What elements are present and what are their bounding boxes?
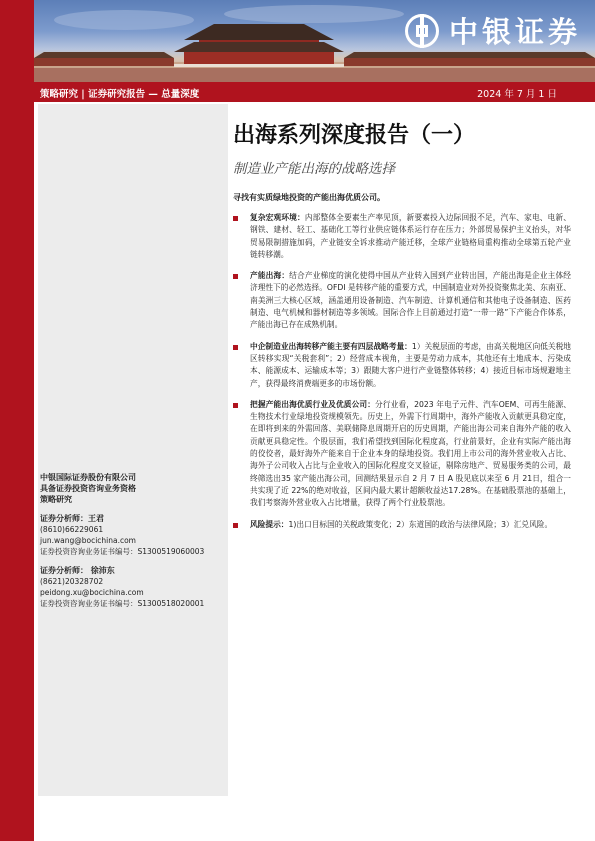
main-content <box>233 104 571 531</box>
analyst-2-title: 证券分析师： 徐沛东 <box>40 566 115 575</box>
lead-sentence: 寻找有实质绿地投资的产能出海优质公司。 <box>233 193 385 202</box>
bullet-risk-warning <box>233 519 571 531</box>
analyst-2-email[interactable]: peidong.xu@bocichina.com <box>40 588 144 597</box>
analyst-2-phone: (8621)20328702 <box>40 577 104 586</box>
report-subtitle: 制造业产能出海的战略选择 <box>233 161 395 177</box>
bank-logo <box>405 10 581 51</box>
report-info-bar <box>34 82 595 102</box>
bank-emblem-icon <box>405 14 439 48</box>
bullet-key: 风险提示： <box>250 519 289 529</box>
analyst-2-cert: 证券投资咨询业务证书编号：S1300518020001 <box>40 599 205 608</box>
report-tags: 策略研究 | 证券研究报告 — 总量深度 <box>40 89 200 100</box>
report-title: 出海系列深度报告（一） <box>233 122 476 148</box>
left-red-strip <box>0 0 34 841</box>
brand-name: 中银证券 <box>448 15 581 49</box>
company-qualification: 具备证券投资咨询业务资格 <box>40 484 136 493</box>
analyst-1-title: 证券分析师：王君 <box>40 514 104 523</box>
bullet-quality-companies <box>233 399 571 510</box>
report-date: 2024 年 7 月 1 日 <box>477 89 557 100</box>
bullet-text: 分行业看，2023 年电子元件、汽车OEM、可再生能源、生物技术行业绿地投资规模领先。历史上，外需下行周期中，海外产能收入贡献更具稳定度，在即将到来的外需回落、美联储降息周期开启的历史周期，产能出海公司来自海外产能的收入贡献更具稳定性。个股层面，我们希望找到国际化程度高，行业前景好，企业有实际产能出海的佼佼者，最好海外产能来自于企业本身的绿地投资。我们用上市公司的海外营业收入占比、海外子公司收入占比与企业收入的国际化程度交叉验证，剔除房地产、贸易服务类的公司，最终筛选出35 家产能出海公司，回测结果显示自 2 月 7 日 A 股见底以来至 6 月 21日，组合一共实现了近 22%的绝对收益，区间内最大累计超额收益达17.28%。在基础股票池的基础上，我们考察海外营业收入占比增量，获得了两个行业股票池。 <box>250 399 571 508</box>
bullet-key: 复杂宏观环境： <box>250 213 305 222</box>
bullet-text: 1)出口目标国的关税政策变化；2）东道国的政治与法律风险；3）汇兑风险。 <box>288 519 553 529</box>
analyst-1-email[interactable]: jun.wang@bocichina.com <box>40 536 136 545</box>
sidebar <box>38 104 228 796</box>
bullet-text: 内部整体全要素生产率见顶，新要素投入边际回报不足，汽车、家电、电新、钢铁、建材、轻工、基础化工等行业供应链体系运行存在压力；外部贸易保护主义抬头，对华贸易限制措施加码，产业链安全诉求推动产能迁移，全球产业链格局重构推动全球第五轮产业链转移潮。 <box>250 213 571 259</box>
bullet-capacity-offshoring <box>233 270 571 331</box>
bullet-key: 产能出海： <box>250 271 290 281</box>
analyst-1-cert: 证券投资咨询业务证书编号：S1300519060003 <box>40 547 205 556</box>
company-name: 中银国际证券股份有限公司 <box>40 473 136 482</box>
bullet-text: 结合产业梯度的演化使得中国从产业转入国到产业转出国，产能出海是企业主体经济理性下的必然选择。OFDI 是转移产能的重要方式，中国制造业对外投资聚焦北美、东南亚、南美洲三大核心区域，涵盖通用设备制造、汽车制造、计算机通信和其他电子设备制造、医药制造、电气机械和器材制造等多领域。国际合作上目前通过打造“一带一路”下产能合作体系，产能出海已存在成熟机制。 <box>250 271 571 330</box>
report-category: 策略研究 <box>40 495 72 504</box>
bullet-strategic-considerations <box>233 341 571 390</box>
bullet-key: 把握产能出海优质行业及优质公司： <box>250 399 376 409</box>
header-banner <box>34 0 595 82</box>
bullet-text: 1）关税层面的考虑，由高关税地区向低关税地区转移实现“关税套利”；2）经营成本视角，主要是劳动力成本，其他还有土地成本、污染成本、能源成本、运输成本等；3）跟随大客户进行产业链整体转移；4）接近目标市场规避地主产，获得最终消费端更多的市场份额。 <box>250 341 571 388</box>
bullet-key: 中企制造业出海转移产能主要有四层战略考量： <box>250 341 412 351</box>
bullet-macro-environment <box>233 212 571 261</box>
analyst-1-phone: (8610)66229061 <box>40 525 104 534</box>
